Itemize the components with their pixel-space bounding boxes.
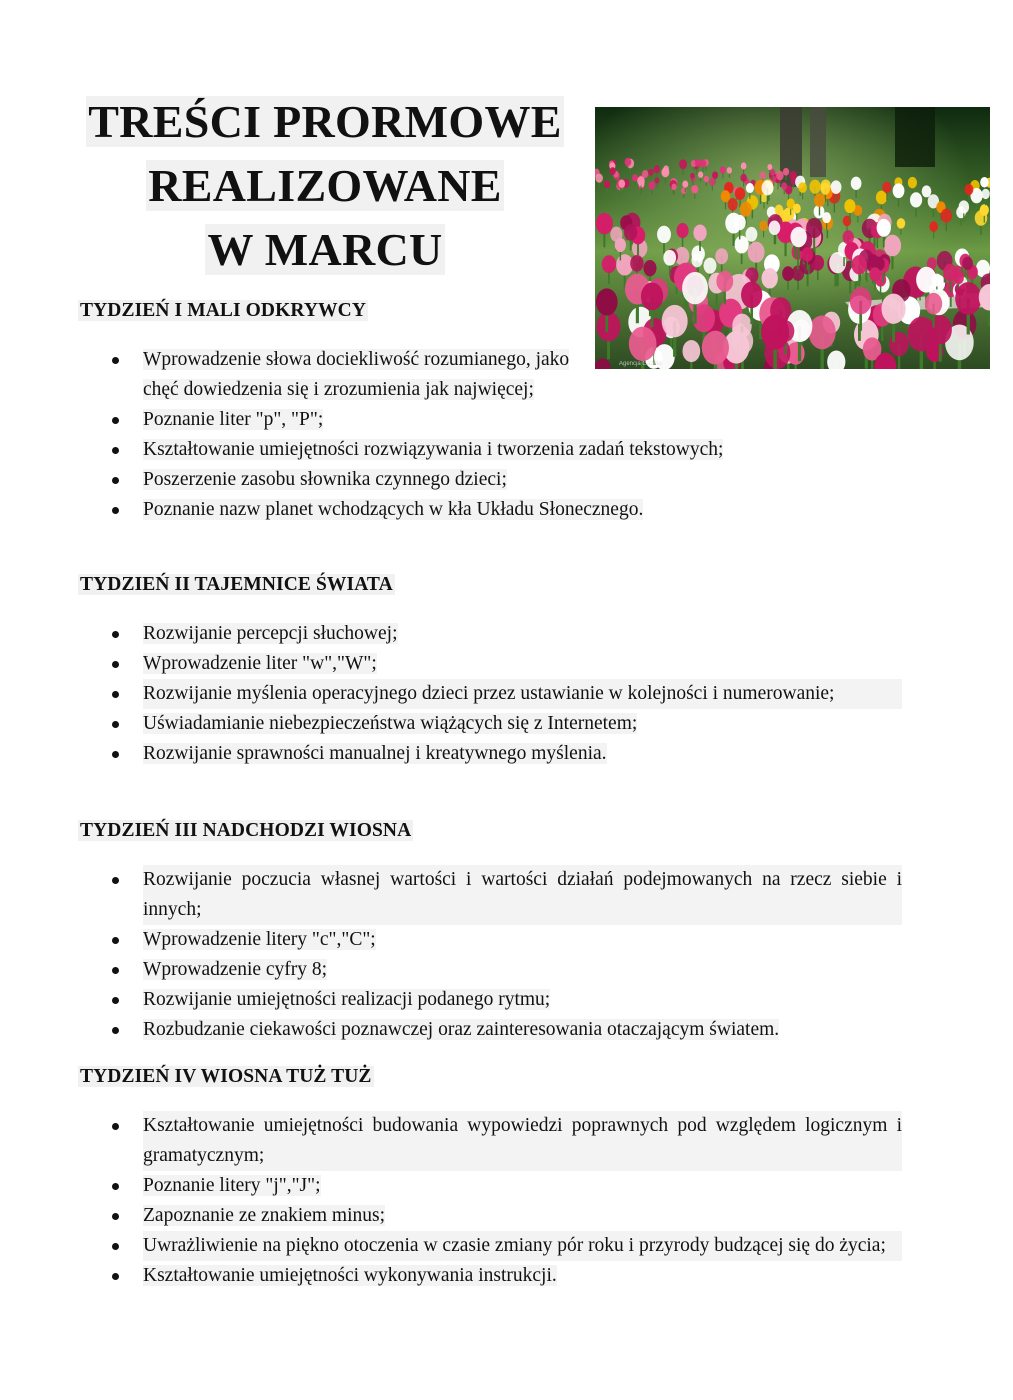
title-line-1: TREŚCI PRORMOWE xyxy=(88,96,562,147)
tulip-flower xyxy=(980,204,989,215)
tulip-flower xyxy=(641,282,663,310)
tulip-flower xyxy=(962,257,973,270)
list-item: Poznanie liter "p", "P"; xyxy=(105,405,902,435)
tulip-flower xyxy=(922,185,932,197)
tulip-flower xyxy=(615,238,626,252)
tulip-flower xyxy=(654,177,659,183)
tulip-flower xyxy=(690,173,695,179)
tulip-flower xyxy=(769,221,781,236)
tulip-flower xyxy=(814,193,825,207)
tulip-flower xyxy=(741,281,762,308)
tulip-flower xyxy=(746,227,758,242)
week-2-list xyxy=(105,619,902,769)
tulip-flower xyxy=(980,177,988,188)
list-item: Rozwijanie umiejętności realizacji podanego rytmu; xyxy=(105,985,902,1015)
week-1-list xyxy=(105,345,902,525)
tulip-flower xyxy=(597,312,621,342)
tulip-flower xyxy=(776,171,784,180)
week-3-list xyxy=(105,865,902,1045)
list-item: Rozbudzanie ciekawości poznawczej oraz zainteresowania otaczającym światem. xyxy=(105,1015,902,1045)
tulip-flower xyxy=(595,173,602,182)
list-item: Uwrażliwienie na piękno otoczenia w czasie zmiany pór roku i przyrody budzącej się do życia; xyxy=(105,1231,902,1261)
tulip-flower xyxy=(746,183,754,193)
tulip-flower xyxy=(775,205,784,216)
tulip-flower xyxy=(704,176,709,182)
tulip-flower xyxy=(955,282,981,315)
tulip-flower xyxy=(771,176,776,182)
week-4-list xyxy=(105,1111,902,1291)
week-4-heading: TYDZIEŃ IV WIOSNA TUŻ TUŻ xyxy=(80,1066,372,1087)
tulip-flower xyxy=(781,182,787,190)
tulip-flower xyxy=(943,264,957,282)
tulip-flower xyxy=(682,272,708,304)
tulip-flower xyxy=(740,174,746,182)
tulip-flower xyxy=(735,187,745,200)
title-line-3: W MARCU xyxy=(207,224,443,275)
tulip-flower xyxy=(793,204,801,214)
title-line-2: REALIZOWANE xyxy=(148,160,502,211)
tulip-flower xyxy=(760,172,766,180)
tulip-flower xyxy=(648,181,655,190)
tulip-flower xyxy=(761,181,773,196)
tulip-flower xyxy=(783,168,789,176)
tulip-flower xyxy=(851,177,862,190)
tulip-flower xyxy=(643,260,656,276)
list-item: Kształtowanie umiejętności rozwiązywania i tworzenia zadań tekstowych; xyxy=(105,435,902,465)
tulip-flower xyxy=(604,180,610,188)
list-item: Rozwijanie percepcji słuchowej; xyxy=(105,619,902,649)
tulip-flower xyxy=(820,183,830,195)
page-title xyxy=(60,90,590,282)
tulip-flower xyxy=(897,218,905,229)
tulip-flower xyxy=(720,166,726,173)
tulip-flower xyxy=(734,215,746,230)
tulip-flower xyxy=(709,178,715,186)
tulip-flower xyxy=(929,315,952,344)
tulip-flower xyxy=(748,242,765,263)
tulip-flower xyxy=(682,180,688,187)
tulip-flower xyxy=(648,169,654,176)
list-item: Kształtowanie umiejętności wykonywania instrukcji. xyxy=(105,1261,902,1291)
tulip-flower xyxy=(759,221,767,231)
list-item: Wprowadzenie cyfry 8; xyxy=(105,955,902,985)
tulip-flower xyxy=(596,213,613,234)
tulip-flower xyxy=(716,271,733,292)
tulip-flower xyxy=(661,167,669,177)
tulip-flower xyxy=(637,176,645,186)
tulip-flower xyxy=(624,224,637,241)
tulip-flower xyxy=(881,294,905,324)
tulip-flower xyxy=(740,202,752,217)
tulip-flower xyxy=(741,162,747,169)
tulip-flower xyxy=(831,180,842,193)
tulip-flower xyxy=(691,185,698,194)
tulip-flower xyxy=(806,218,822,238)
tulip-flower xyxy=(916,267,937,293)
list-item: Wprowadzenie litery "c","C"; xyxy=(105,925,902,955)
tulip-flower xyxy=(712,171,718,179)
list-item: Wprowadzenie liter "w","W"; xyxy=(105,649,902,679)
tulip-flower xyxy=(802,247,814,262)
tulip-flower xyxy=(884,235,901,257)
tulip-flower xyxy=(618,180,625,188)
tulip-flower xyxy=(910,192,922,207)
tulip-flower xyxy=(671,184,676,191)
list-item: Wprowadzenie słowa dociekliwość rozumianego, jako chęć dowiedzenia się i zrozumienia jak najwięcej; xyxy=(105,345,573,405)
tulip-flower xyxy=(882,182,891,194)
tulip-flower xyxy=(610,167,616,175)
tulip-flower xyxy=(700,160,706,168)
tulip-flower xyxy=(925,293,942,315)
week-2-heading: TYDZIEŃ II TAJEMNICE ŚWIATA xyxy=(80,574,393,595)
list-item: Rozwijanie myślenia operacyjnego dzieci przez ustawianie w kolejności i numerowanie; xyxy=(105,679,902,709)
list-item: Zapoznanie ze znakiem minus; xyxy=(105,1201,902,1231)
photo-watermark: Agencja Gazeta xyxy=(619,361,662,367)
tulip-flower xyxy=(602,255,616,273)
tulip-flower xyxy=(704,258,717,274)
tulip-flower xyxy=(632,174,638,181)
tulip-flower xyxy=(663,250,676,266)
tulip-flower xyxy=(657,226,671,243)
tulip-flower xyxy=(630,255,643,272)
tulip-flower xyxy=(727,167,732,174)
tulip-flower xyxy=(790,227,806,247)
tulip-flower xyxy=(715,248,728,264)
tulip-flower xyxy=(770,169,776,176)
tulip-flower xyxy=(877,219,891,237)
tulip-flower xyxy=(929,221,938,232)
tulip-flower xyxy=(677,223,689,238)
tulip-flower xyxy=(809,180,820,194)
list-item: Poznanie nazw planet wchodzących w kła Układu Słonecznego. xyxy=(105,495,902,525)
tulip-flower xyxy=(893,183,905,198)
tulip-flower xyxy=(679,159,687,169)
list-item: Rozwijanie poczucia własnej wartości i wartości działań podejmowanych na rzecz siebie i innych; xyxy=(105,865,902,925)
tulip-flower xyxy=(762,268,778,288)
week-3-heading: TYDZIEŃ III NADCHODZI WIOSNA xyxy=(80,820,412,841)
tulip-flower xyxy=(798,182,807,193)
week-1-heading: TYDZIEŃ I MALI ODKRYWCY xyxy=(80,300,367,321)
tulip-flower xyxy=(941,209,952,223)
list-item: Poszerzenie zasobu słownika czynnego dzieci; xyxy=(105,465,902,495)
tulip-flower xyxy=(596,288,618,315)
tulip-flower xyxy=(844,199,855,213)
tulip-flower xyxy=(662,305,688,337)
list-item: Uświadamianie niebezpieczeństwa wiążących się z Internetem; xyxy=(105,709,902,739)
tulip-flower xyxy=(965,184,974,195)
tulip-flower xyxy=(959,200,969,213)
tulip-garden-photo xyxy=(595,107,990,369)
tulip-flower xyxy=(782,266,794,281)
tulip-flower xyxy=(691,253,702,267)
tulip-flower xyxy=(790,178,795,185)
list-item: Poznanie litery "j","J"; xyxy=(105,1171,902,1201)
list-item: Kształtowanie umiejętności budowania wypowiedzi poprawnych pod względem logicznym i gramatycznym; xyxy=(105,1111,902,1171)
tulip-flower xyxy=(693,224,706,241)
tulip-flower xyxy=(850,287,872,314)
tulip-flower xyxy=(654,165,660,173)
tulip-flower xyxy=(721,190,731,202)
tulip-flower xyxy=(852,255,867,274)
tulip-flower xyxy=(625,158,632,166)
tulip-flower xyxy=(869,267,880,281)
tulip-flower xyxy=(698,171,703,177)
list-item: Rozwijanie sprawności manualnej i kreatywnego myślenia. xyxy=(105,739,902,769)
tulip-flower xyxy=(767,164,772,170)
tulip-flower xyxy=(982,189,990,199)
tulip-flower xyxy=(908,177,917,188)
